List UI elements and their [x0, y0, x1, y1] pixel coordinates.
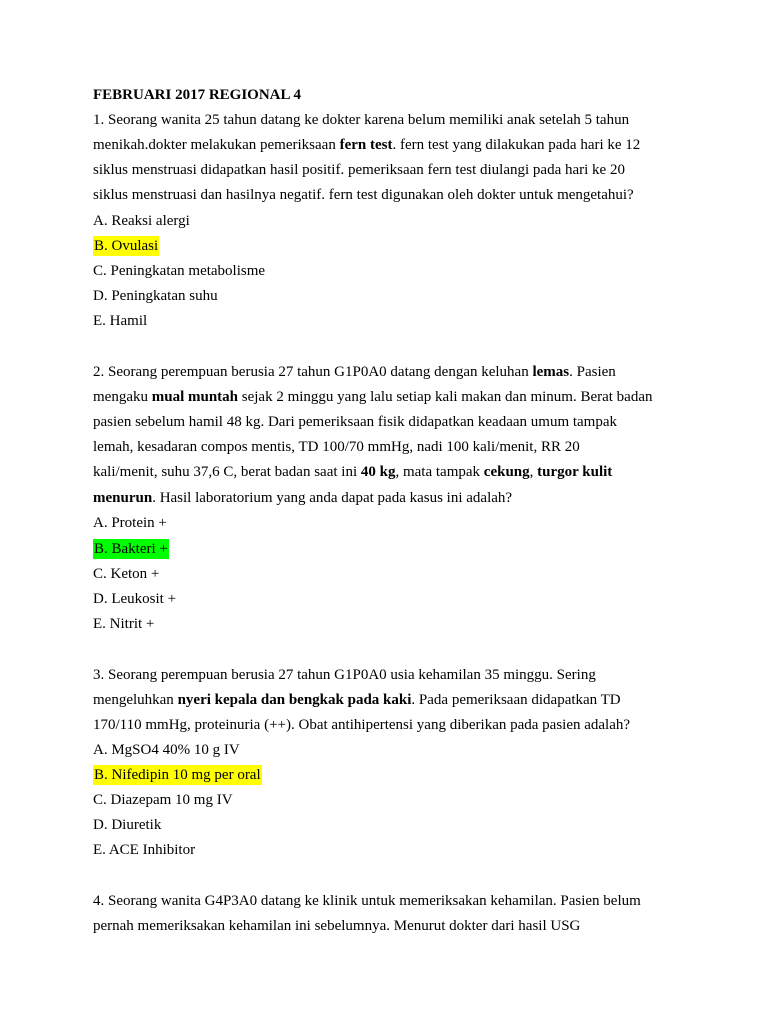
text-segment: pernah memeriksakan kehamilan ini sebelumnya. Menurut dokter dari hasil USG [93, 918, 581, 934]
highlighted-answer: B. Bakteri + [94, 541, 168, 557]
option-label: A. Reaksi alergi [93, 213, 190, 229]
q2-text-line [93, 437, 580, 457]
text-segment: kali/menit, suhu 37,6 C, berat badan saat ini [93, 464, 361, 480]
q2-text-line [93, 412, 617, 432]
q3-option-d [93, 815, 161, 835]
option-label: A. Protein + [93, 515, 167, 531]
q2-text-line [93, 488, 512, 508]
text-segment: lemah, kesadaran compos mentis, TD 100/70 mmHg, nadi 100 kali/menit, RR 20 [93, 439, 580, 455]
q3-option-a [93, 740, 240, 760]
bold-phrase: lemas [532, 364, 570, 380]
text-segment: 1. Seorang wanita 25 tahun datang ke dokter karena belum memiliki anak setelah 5 tahun [93, 112, 630, 128]
q3-option-e [93, 840, 195, 860]
text-segment: pasien sebelum hamil 48 kg. Dari pemeriksaan fisik didapatkan keadaan umum tampak [93, 414, 618, 430]
option-label: E. ACE Inhibitor [93, 842, 196, 858]
option-label: C. Keton + [93, 566, 160, 582]
bold-phrase: cekung [483, 464, 530, 480]
q2-option-d [93, 589, 176, 609]
option-label: C. Diazepam 10 mg IV [93, 792, 233, 808]
q3-text-line [93, 715, 630, 735]
bold-phrase: menurun [93, 490, 153, 506]
q1-option-d [93, 286, 218, 306]
option-label: D. Peningkatan suhu [93, 288, 218, 304]
q2-text-line [93, 387, 653, 407]
text-segment: . Pada pemeriksaan didapatkan TD [411, 692, 621, 708]
text-segment: 2. Seorang perempuan berusia 27 tahun G1P0A0 datang dengan keluhan [93, 364, 533, 380]
q2-text-line [93, 462, 612, 482]
q1-option-b [93, 236, 159, 256]
highlighted-answer: B. Ovulasi [94, 238, 159, 254]
q1-option-e [93, 311, 147, 331]
q1-option-a [93, 211, 190, 231]
text-segment: 170/110 mmHg, proteinuria (++). Obat antihipertensi yang diberikan pada pasien adalah? [93, 717, 631, 733]
bold-phrase: turgor kulit [537, 464, 613, 480]
q3-text-line [93, 665, 596, 685]
text-segment: . Pasien [569, 364, 616, 380]
q3-text-line [93, 690, 621, 710]
q2-option-c [93, 564, 159, 584]
text-segment: menikah.dokter melakukan pemeriksaan [93, 137, 340, 153]
text-segment: . Hasil laboratorium yang anda dapat pada kasus ini adalah? [152, 490, 513, 506]
q3-option-c [93, 790, 233, 810]
text-segment: siklus menstruasi dan hasilnya negatif. fern test digunakan oleh dokter untuk mengetahui? [93, 187, 634, 203]
option-label: D. Leukosit + [93, 591, 177, 607]
q2-option-a [93, 513, 167, 533]
text-segment: siklus menstruasi didapatkan hasil positif. pemeriksaan fern test diulangi pada hari ke 20 [93, 162, 625, 178]
option-label: A. MgSO4 40% 10 g IV [93, 742, 240, 758]
q4-text-line [93, 891, 641, 911]
option-label: C. Peningkatan metabolisme [93, 263, 266, 279]
q2-text-line [93, 362, 616, 382]
bold-phrase: fern test [339, 137, 393, 153]
q1-option-c [93, 261, 265, 281]
option-label: D. Diuretik [93, 817, 162, 833]
bold-phrase: nyeri kepala dan bengkak pada kaki [177, 692, 412, 708]
text-segment: , [529, 464, 538, 480]
text-segment: mengaku [93, 389, 152, 405]
q4-text-line [93, 916, 580, 936]
highlighted-answer: B. Nifedipin 10 mg per oral [94, 767, 261, 783]
bold-phrase: mual muntah [151, 389, 239, 405]
q2-option-b [93, 539, 169, 559]
text-segment: mengeluhkan [93, 692, 178, 708]
q3-option-b [93, 765, 262, 785]
option-label: E. Nitrit + [93, 616, 155, 632]
q1-text-line [93, 160, 625, 180]
q1-text-line [93, 110, 629, 130]
text-segment: 4. Seorang wanita G4P3A0 datang ke klinik untuk memeriksakan kehamilan. Pasien belum [93, 893, 641, 909]
page-title: FEBRUARI 2017 REGIONAL 4 [93, 87, 301, 103]
option-label: E. Hamil [93, 313, 148, 329]
text-segment: sejak 2 minggu yang lalu setiap kali makan dan minum. Berat badan [238, 389, 653, 405]
q2-option-e [93, 614, 154, 634]
text-segment: . fern test yang dilakukan pada hari ke 12 [392, 137, 641, 153]
q1-text-line [93, 135, 640, 155]
bold-phrase: 40 kg [360, 464, 396, 480]
text-segment: 3. Seorang perempuan berusia 27 tahun G1P0A0 usia kehamilan 35 minggu. Sering [93, 667, 596, 683]
q1-text-line [93, 185, 634, 205]
text-segment: , mata tampak [395, 464, 484, 480]
